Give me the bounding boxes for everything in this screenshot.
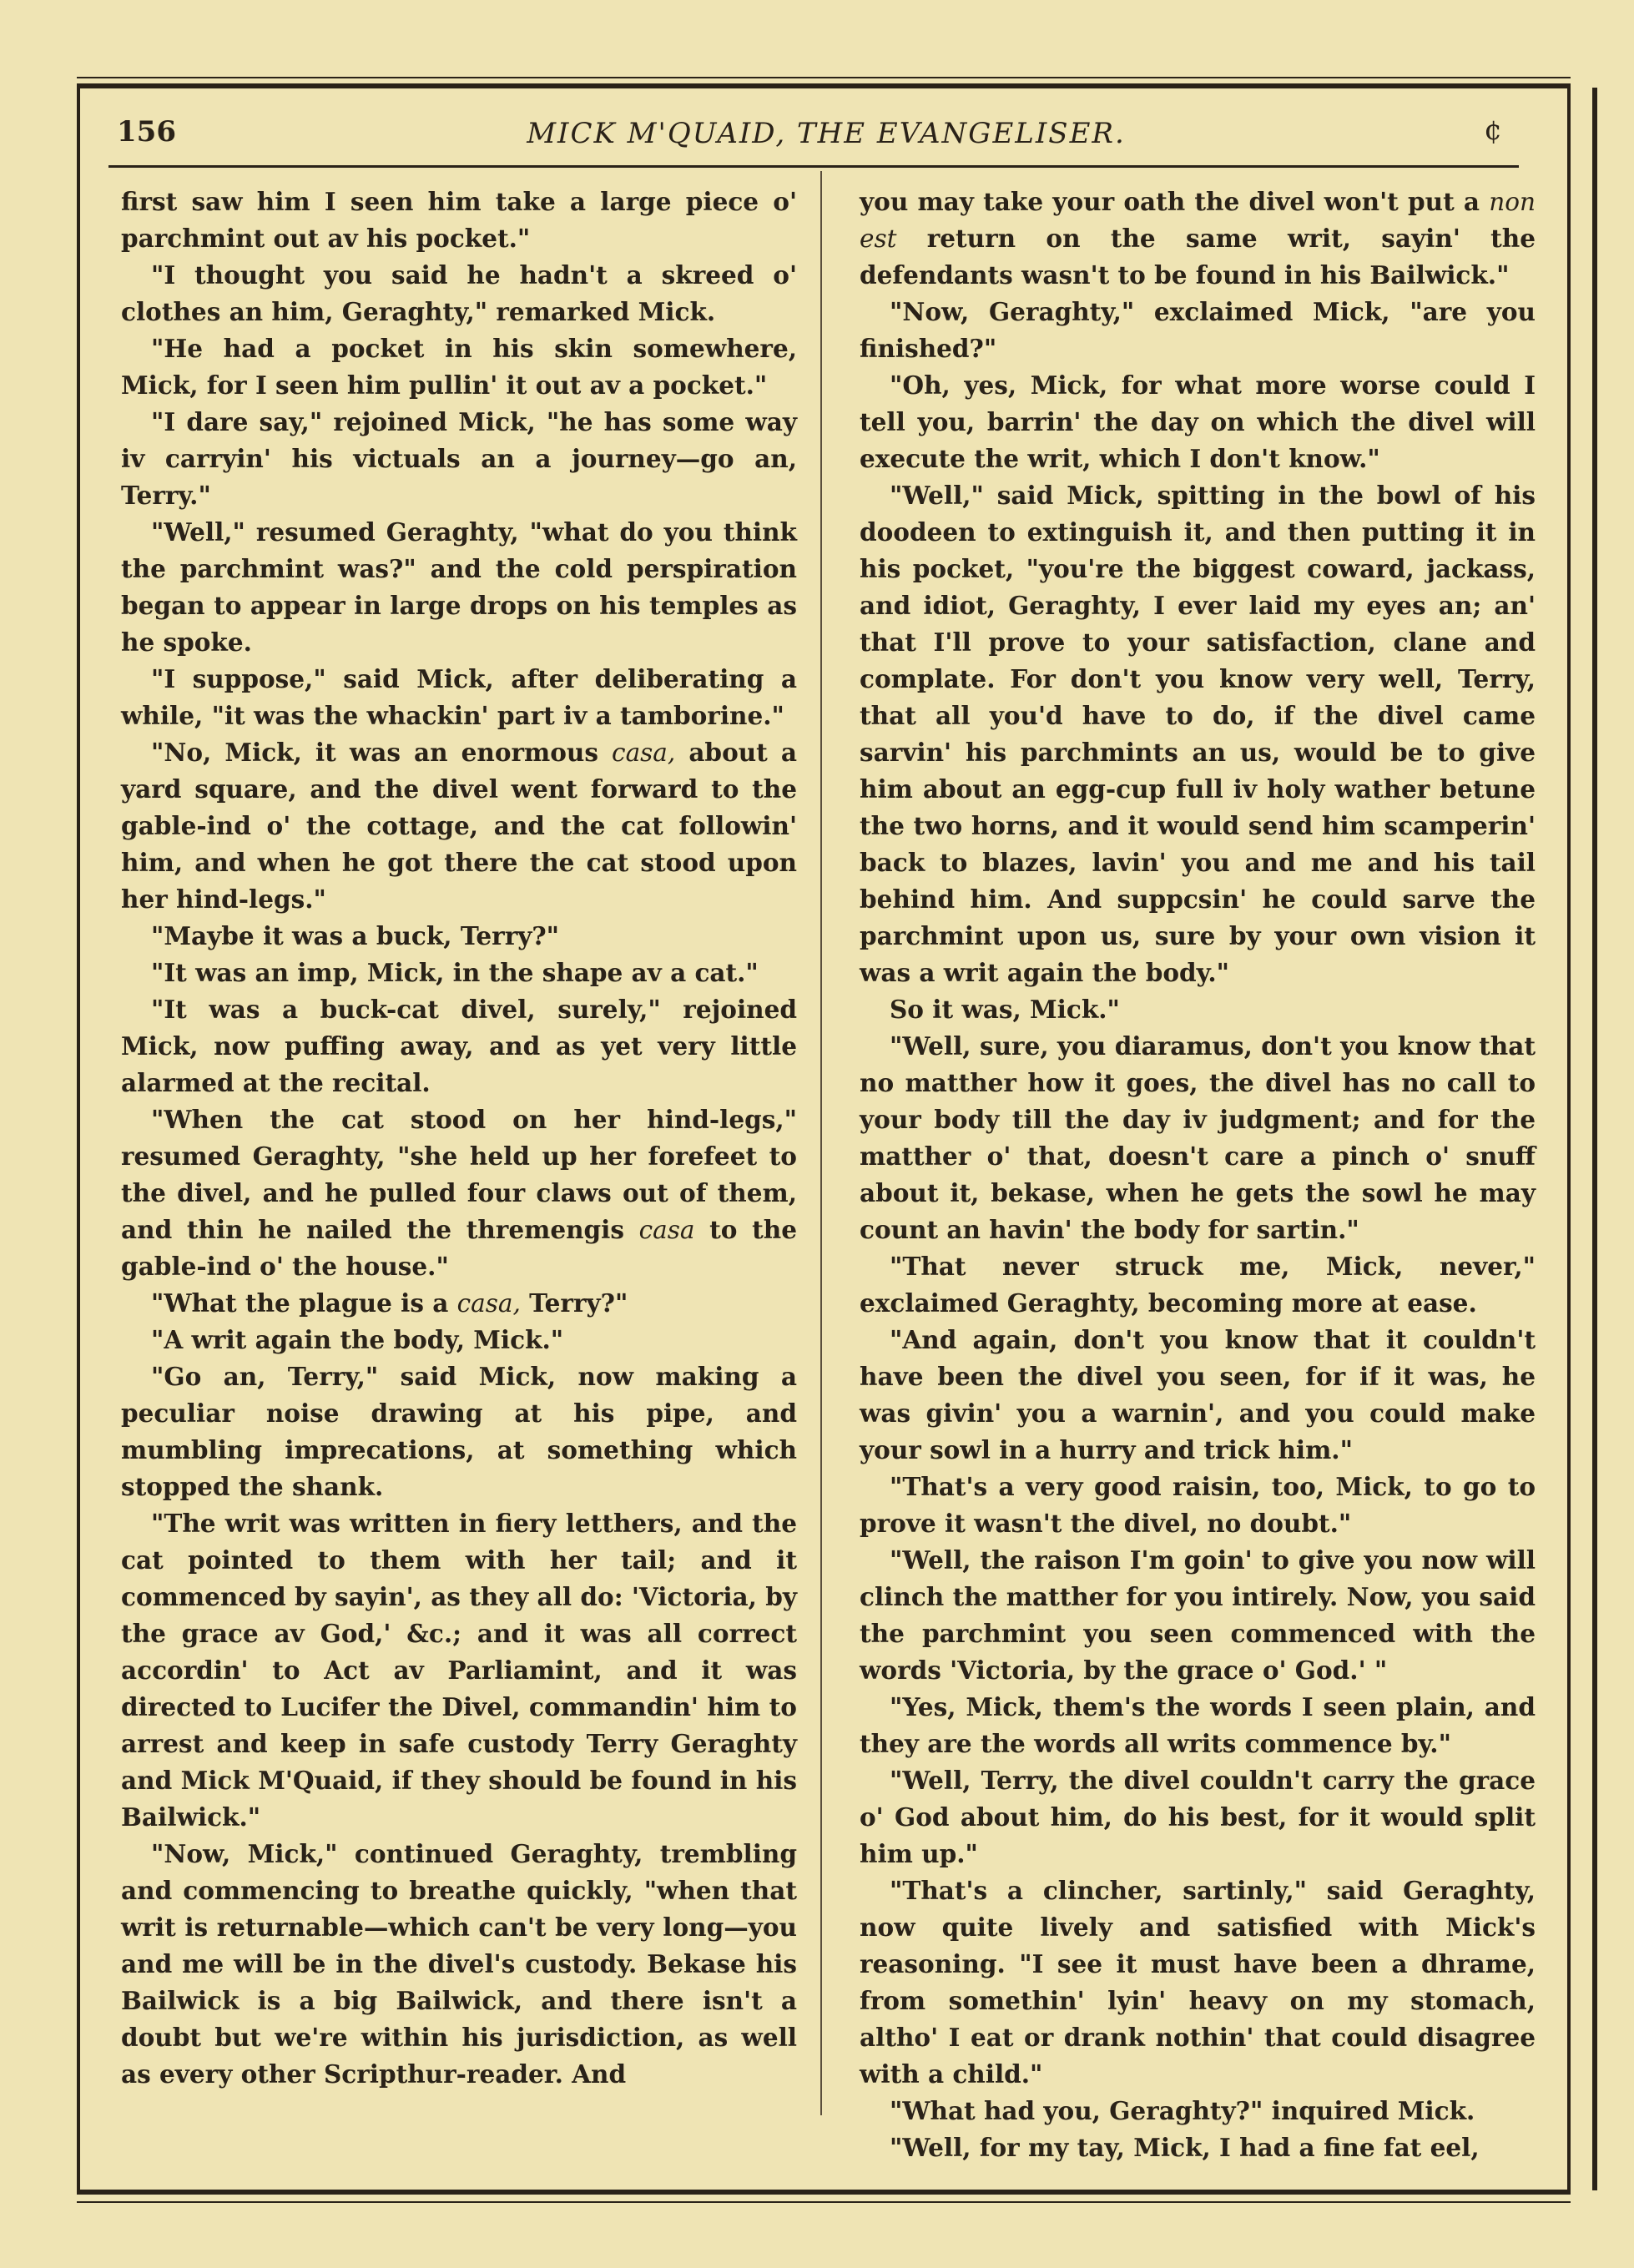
- text-run: "That's a clincher, sartinly," said Geraghty, now quite lively and satisfied with Mick's reasoning. "I see it must have been a dhrame, from somethin' lyin' heavy on my stomach, altho' I eat or drank nothin' that could disagree with a child.": [860, 1876, 1536, 2089]
- text-run: "It was a buck-cat divel, surely," rejoined Mick, now puffing away, and as yet very little alarmed at the recital.: [121, 995, 797, 1097]
- paragraph: [860, 477, 1536, 991]
- text-run: return on the same writ, sayin' the defendants wasn't to be found in his Bailwick.": [860, 224, 1536, 290]
- paragraph: [121, 257, 797, 330]
- text-run: "It was an imp, Mick, in the shape av a cat.": [151, 958, 759, 987]
- italic-term: casa,: [456, 1289, 521, 1318]
- paragraph: [860, 1689, 1536, 1762]
- text-run: "Well," resumed Geraghty, "what do you think the parchmint was?" and the cold perspiration began to appear in large drops on his temples as he spoke.: [121, 517, 797, 657]
- paragraph: [121, 514, 797, 661]
- text-run: "That never struck me, Mick, never," exclaimed Geraghty, becoming more at ease.: [860, 1252, 1536, 1318]
- text-run: "Now, Geraghty," exclaimed Mick, "are you finished?": [860, 297, 1536, 363]
- paragraph: [121, 404, 797, 514]
- paragraph: [121, 991, 797, 1101]
- paragraph: [121, 918, 797, 955]
- paragraph: [121, 661, 797, 734]
- text-run: "Maybe it was a buck, Terry?": [151, 921, 560, 950]
- paragraph: [860, 1322, 1536, 1469]
- text-run: "When the cat stood on her hind-legs," resumed Geraghty, "she held up her forefeet to the divel, and he pulled four claws out of them, and thin he nailed the thremengis: [121, 1105, 797, 1244]
- page-number: 156: [117, 115, 176, 149]
- text-run: "And again, don't you know that it couldn't have been the divel you seen, for if it was, he was givin' you a warnin', and you could make your sowl in a hurry and trick him.": [860, 1325, 1536, 1464]
- corner-mark: ¢: [1484, 113, 1502, 147]
- italic-term: non est: [860, 188, 1536, 253]
- text-run: to the gable-ind o' the house.": [121, 1215, 797, 1281]
- bottom-border-rule: [77, 2201, 1571, 2203]
- paragraph: [121, 1358, 797, 1505]
- header-rule: [108, 165, 1519, 168]
- text-run: "Oh, yes, Mick, for what more worse could I tell you, barrin' the day on which the divel will execute the writ, which I don't know.": [860, 370, 1536, 473]
- text-run: about a yard square, and the divel went forward to the gable-ind o' the cottage, and the cat followin' him, and when he got there the cat stood upon her hind-legs.": [121, 738, 797, 914]
- text-run: "The writ was written in fiery letthers, and the cat pointed to them with her tail; and it commenced by sayin', as they all do: 'Victoria, by the grace av God,' &c.; and it was all correct accordin' to Act av Parliamint, and it was directed to Lucifer the Divel, commandin' him to arrest and keep in safe custody Terry Geraghty and Mick M'Quaid, if they should be found in his Bailwick.": [121, 1509, 797, 1832]
- text-run: "Well, Terry, the divel couldn't carry the grace o' God about him, do his best, for it would split him up.": [860, 1766, 1536, 1868]
- paragraph: [121, 330, 797, 404]
- column-divider: [820, 171, 822, 2115]
- text-run: "Go an, Terry," said Mick, now making a peculiar noise drawing at his pipe, and mumbling imprecations, at something which stopped the shank.: [121, 1362, 797, 1501]
- paragraph: [121, 1505, 797, 1836]
- paragraph: [860, 1248, 1536, 1322]
- paragraph: [121, 1101, 797, 1285]
- paragraph: [860, 1762, 1536, 1872]
- text-run: "A writ again the body, Mick.": [151, 1325, 564, 1354]
- paragraph: [121, 955, 797, 991]
- text-run: "He had a pocket in his skin somewhere, Mick, for I seen him pullin' it out av a pocket.": [121, 334, 797, 400]
- paragraph: [860, 184, 1536, 294]
- italic-term: casa,: [612, 738, 676, 767]
- paragraph: [860, 1028, 1536, 1248]
- top-border-rule: [77, 77, 1571, 78]
- text-run: "Well," said Mick, spitting in the bowl of his doodeen to extinguish it, and then putting it in his pocket, "you're the biggest coward, jackass, and idiot, Geraghty, I ever laid my eyes an; an' that I'll prove to your satisfaction, clane and complate. For don't you know very well, Terry, that all you'd have to do, if the divel came sarvin' his parchmints an us, would be to give him about an egg-cup full iv holy wather betune the two horns, and it would send him scamperin' back to blazes, lavin' you and me and his tail behind him. And suppcsin' he could sarve the parchmint upon us, sure by your own vision it was a writ again the body.": [860, 481, 1536, 987]
- running-title: MICK M'QUAID, THE EVANGELISER.: [527, 117, 1126, 150]
- paragraph: [860, 294, 1536, 367]
- paragraph: [860, 1542, 1536, 1689]
- text-run: "Well, for my tay, Mick, I had a fine fat eel,: [890, 2133, 1480, 2162]
- right-text-column: [860, 184, 1536, 2166]
- text-run: "I suppose," said Mick, after deliberating a while, "it was the whackin' part iv a tamborine.": [121, 664, 797, 730]
- text-run: first saw him I seen him take a large piece o' parchmint out av his pocket.": [121, 187, 797, 253]
- margin-rule: [1592, 88, 1597, 2190]
- text-run: "What the plague is a: [151, 1288, 457, 1318]
- italic-term: casa: [638, 1216, 695, 1244]
- text-run: "I thought you said he hadn't a skreed o' clothes an him, Geraghty," remarked Mick.: [121, 260, 797, 326]
- text-run: "Well, sure, you diaramus, don't you know that no matther how it goes, the divel has no call to your body till the day iv judgment; and for the matther o' that, doesn't care a pinch o' snuff about it, bekase, when he gets the sowl he may count an havin' the body for sartin.": [860, 1031, 1536, 1244]
- paragraph: [121, 184, 797, 257]
- paragraph: [860, 1469, 1536, 1542]
- text-run: So it was, Mick.": [890, 995, 1120, 1024]
- page-header: [108, 110, 1544, 160]
- paragraph: [860, 991, 1536, 1028]
- text-run: Terry?": [520, 1288, 628, 1318]
- paragraph: [860, 2129, 1536, 2166]
- left-text-column: [121, 184, 797, 2093]
- text-run: "Now, Mick," continued Geraghty, trembling and commencing to breathe quickly, "when that writ is returnable—which can't be very long—you and me will be in the divel's custody. Bekase his Bailwick is a big Bailwick, and there isn't a doubt but we're within his jurisdiction, as well as every other Scripthur-reader. And: [121, 1839, 797, 2089]
- paragraph: [121, 1836, 797, 2093]
- text-run: you may take your oath the divel won't put a: [860, 187, 1490, 216]
- paragraph: [860, 2093, 1536, 2129]
- paragraph: [121, 734, 797, 918]
- paragraph: [860, 367, 1536, 477]
- paragraph: [121, 1322, 797, 1358]
- text-run: "What had you, Geraghty?" inquired Mick.: [890, 2096, 1475, 2125]
- text-run: "No, Mick, it was an enormous: [151, 738, 613, 767]
- text-run: "Well, the raison I'm goin' to give you now will clinch the matther for you intirely. Now, you said the parchmint you seen commenced with the words 'Victoria, by the grace o' God.' ": [860, 1545, 1536, 1685]
- paragraph: [121, 1285, 797, 1322]
- text-run: "That's a very good raisin, too, Mick, to go to prove it wasn't the divel, no doubt.": [860, 1472, 1536, 1538]
- text-run: "I dare say," rejoined Mick, "he has some way iv carryin' his victuals an a journey—go an, Terry.": [121, 407, 797, 510]
- text-run: "Yes, Mick, them's the words I seen plain, and they are the words all writs commence by.": [860, 1692, 1536, 1758]
- paragraph: [860, 1872, 1536, 2093]
